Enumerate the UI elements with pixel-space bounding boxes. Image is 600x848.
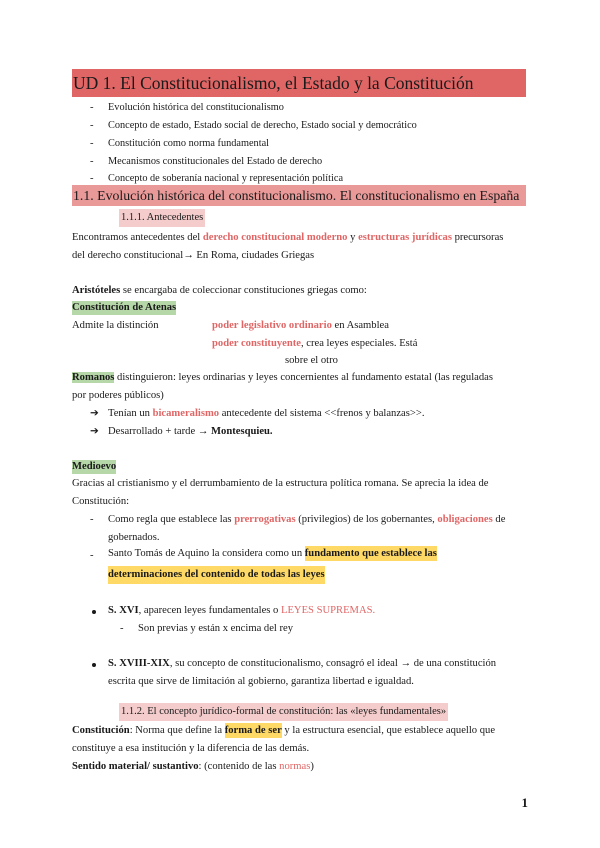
bullet-line: gobernados. [108, 532, 160, 543]
highlight-text: poder legislativo ordinario [212, 320, 332, 331]
highlight-text: LEYES SUPREMAS. [280, 605, 376, 616]
toc-item: Evolución histórica del constitucionalismo [108, 102, 284, 113]
text: sobre el otro [285, 355, 338, 366]
text: : Norma que define la [129, 725, 225, 736]
bold-term: Aristóteles [72, 285, 121, 296]
text: ) [310, 761, 314, 772]
bold-term: S. XVIII-XIX [108, 658, 170, 669]
toc-dash: - [90, 120, 94, 131]
text: y la estructura esencial, que establece aquello que [281, 725, 496, 736]
bullet-line [108, 604, 375, 618]
text: y [347, 232, 359, 243]
highlight-text: forma de ser [224, 725, 282, 736]
bold-term: Montesquieu. [211, 426, 273, 437]
text: (privilegios) de los gobernantes, [295, 514, 438, 525]
highlight-text: estructuras jurídicas [358, 232, 452, 243]
highlight-text: determinaciones del contenido de todas las leyes [108, 566, 325, 584]
toc-item: Concepto de estado, Estado social de derecho, Estado social y democrático [108, 120, 417, 131]
text: en Asamblea [331, 320, 389, 331]
text: Como regla que establece las [108, 514, 235, 525]
paragraph-line: por poderes públicos) [72, 390, 164, 401]
paragraph-line [72, 371, 493, 385]
bullet-line [108, 547, 437, 561]
text: , aparecen leyes fundamentales o [138, 605, 281, 616]
bullet-dot-icon [92, 663, 96, 667]
chapter-title: UD 1. El Constitucionalismo, el Estado y la Constitución [72, 69, 526, 97]
paragraph-line [212, 319, 389, 333]
text: Encontramos antecedentes del [72, 232, 203, 243]
bullet-line [108, 425, 273, 439]
paragraph-line: Gracias al cristianismo y el derrumbamiento de la estructura política romana. Se aprecia la idea de [72, 478, 489, 489]
paragraph-line [72, 284, 367, 298]
text: Admite la distinción [72, 320, 159, 331]
highlight-text: poder constituyente [212, 338, 301, 349]
arrow-bullet-icon: ➔ [90, 408, 99, 419]
toc-dash: - [90, 156, 94, 167]
subsection-heading: 1.1.1. Antecedentes [119, 209, 205, 227]
bold-term: Constitución [72, 725, 130, 736]
highlight-text: bicameralismo [152, 408, 220, 419]
paragraph-line: constituye a esa institución y la diferencia de las demás. [72, 743, 310, 754]
label-medioevo: Medioevo [72, 461, 117, 472]
text: Tenían un [108, 408, 153, 419]
bullet-line [108, 657, 496, 671]
highlight-text: obligaciones [437, 514, 493, 525]
toc-dash: - [90, 138, 94, 149]
bullet-dash: - [90, 514, 94, 525]
toc-item: Mecanismos constitucionales del Estado de derecho [108, 156, 323, 167]
paragraph-line: del derecho constitucional→ En Roma, ciudades Griegas [72, 250, 315, 261]
bullet-line [108, 407, 424, 421]
text: de [492, 514, 506, 525]
highlight-text: derecho constitucional moderno [202, 232, 348, 243]
bullet-dash: - [120, 623, 124, 634]
bold-term: S. XVI [108, 605, 139, 616]
highlight-text: fundamento que establece las [304, 548, 437, 559]
text: , su concepto de constitucionalismo, consagró el ideal → de una constitución [169, 658, 497, 669]
toc-dash: - [90, 173, 94, 184]
text: Santo Tomás de Aquino la considera como un [108, 548, 305, 559]
bullet-line: Son previas y están x encima del rey [138, 623, 294, 634]
label-romanos: Romanos [72, 372, 115, 383]
text: precursoras [451, 232, 504, 243]
text: : (contenido de las [198, 761, 280, 772]
toc-dash: - [90, 102, 94, 113]
bold-term: Sentido material/ sustantivo [72, 761, 199, 772]
paragraph-line [72, 760, 314, 774]
paragraph-line [212, 337, 417, 351]
toc-item: Constitución como norma fundamental [108, 138, 269, 149]
bullet-dot-icon [92, 610, 96, 614]
text: se encargaba de coleccionar constituciones griegas como: [120, 285, 367, 296]
toc-item: Concepto de soberanía nacional y representación política [108, 173, 344, 184]
bullet-line [108, 513, 505, 527]
label-atenas: Constitución de Atenas [72, 302, 177, 313]
page-number: 1 [521, 795, 528, 810]
highlight-text: prerrogativas [234, 514, 296, 525]
text: distinguieron: leyes ordinarias y leyes concernientes al fundamento estatal (las reguladas [114, 372, 493, 383]
paragraph-line [72, 231, 503, 245]
highlight-text: normas [279, 761, 311, 772]
subsection-heading: 1.1.2. El concepto jurídico-formal de constitución: las «leyes fundamentales» [119, 703, 448, 721]
section-heading: 1.1. Evolución histórica del constitucionalismo. El constitucionalismo en España [72, 185, 526, 206]
paragraph-line [72, 724, 495, 738]
bullet-dash: - [90, 550, 94, 561]
arrow-bullet-icon: ➔ [90, 426, 99, 437]
paragraph-line: Constitución: [72, 496, 130, 507]
text: , crea leyes especiales. Está [300, 338, 418, 349]
text: antecedente del sistema <<frenos y balanzas>>. [219, 408, 425, 419]
bullet-line: escrita que sirve de limitación al gobierno, garantiza libertad e igualdad. [108, 676, 414, 687]
text: Desarrollado + tarde → [108, 426, 212, 437]
